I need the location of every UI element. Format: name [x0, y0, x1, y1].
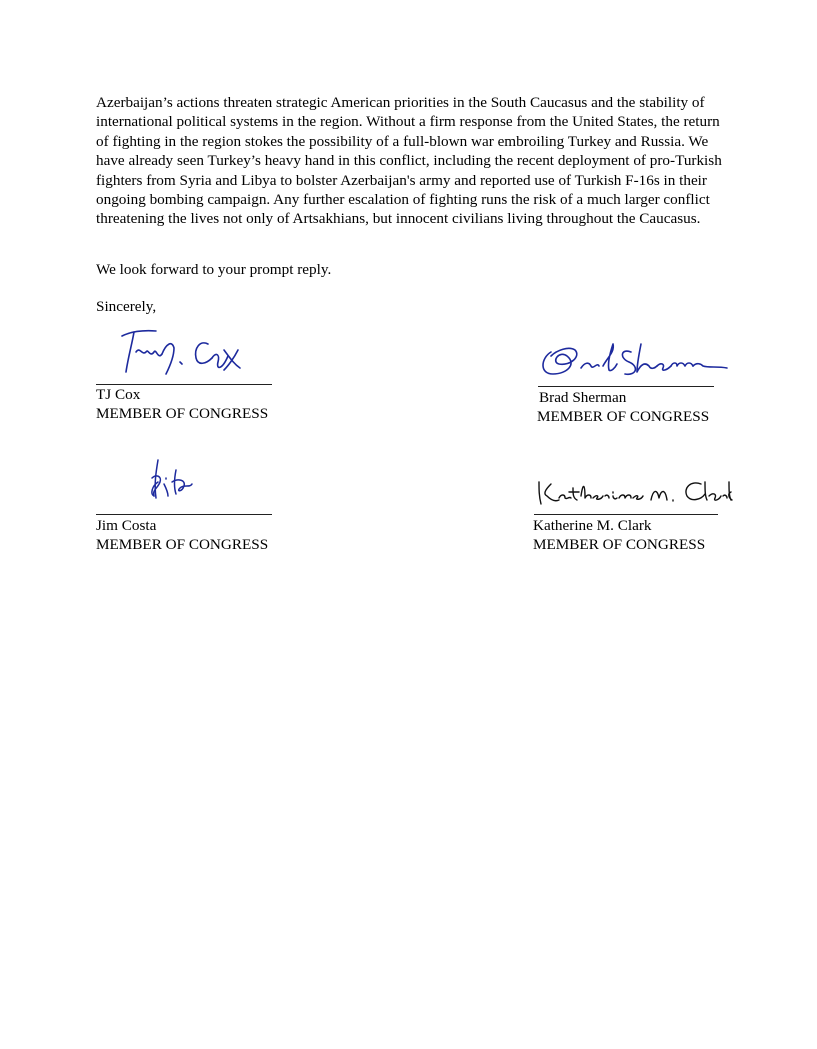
signature-block-brad-sherman [537, 322, 767, 426]
signature-tj-cox-image [96, 322, 276, 382]
closing-line: We look forward to your prompt reply. [96, 261, 332, 278]
signature-line [534, 514, 718, 515]
signature-block-tj-cox [96, 322, 326, 426]
signature-line [96, 514, 272, 515]
signatory-title: MEMBER OF CONGRESS [96, 405, 269, 422]
signatory-name: Brad Sherman [539, 389, 627, 406]
signature-line [538, 386, 714, 387]
signatory-name: Jim Costa [96, 517, 157, 534]
signatory-title: MEMBER OF CONGRESS [96, 536, 269, 553]
signatory-name: Katherine M. Clark [533, 517, 652, 534]
signatory-title: MEMBER OF CONGRESS [533, 536, 706, 553]
signature-katherine-clark-image [533, 452, 733, 512]
sign-off: Sincerely, [96, 298, 157, 315]
letter-body-paragraph: Azerbaijan’s actions threaten strategic American priorities in the South Caucasus and the stability of international political systems in the region. Without a firm response from the United States, the return of fighting in the region stokes the possibility of a full-blown war embroiling Turkey and Russia. We have already seen Turkey’s heavy hand in this conflict, including the recent deployment of pro-Turkish fighters from Syria and Libya to bolster Azerbaijan's army and reported use of Turkish F-16s in their ongoing bombing campaign. Any further escalation of fighting runs the risk of a much larger conflict threatening the lives not only of Artsakhians, but innocent civilians living throughout the Caucasus. [96, 94, 722, 228]
signature-block-jim-costa [96, 452, 326, 556]
signature-brad-sherman-image [537, 322, 737, 386]
signatory-title: MEMBER OF CONGRESS [537, 408, 710, 425]
signature-block-katherine-clark [533, 452, 763, 556]
signature-jim-costa-image [96, 452, 236, 512]
signatory-name: TJ Cox [96, 386, 141, 403]
